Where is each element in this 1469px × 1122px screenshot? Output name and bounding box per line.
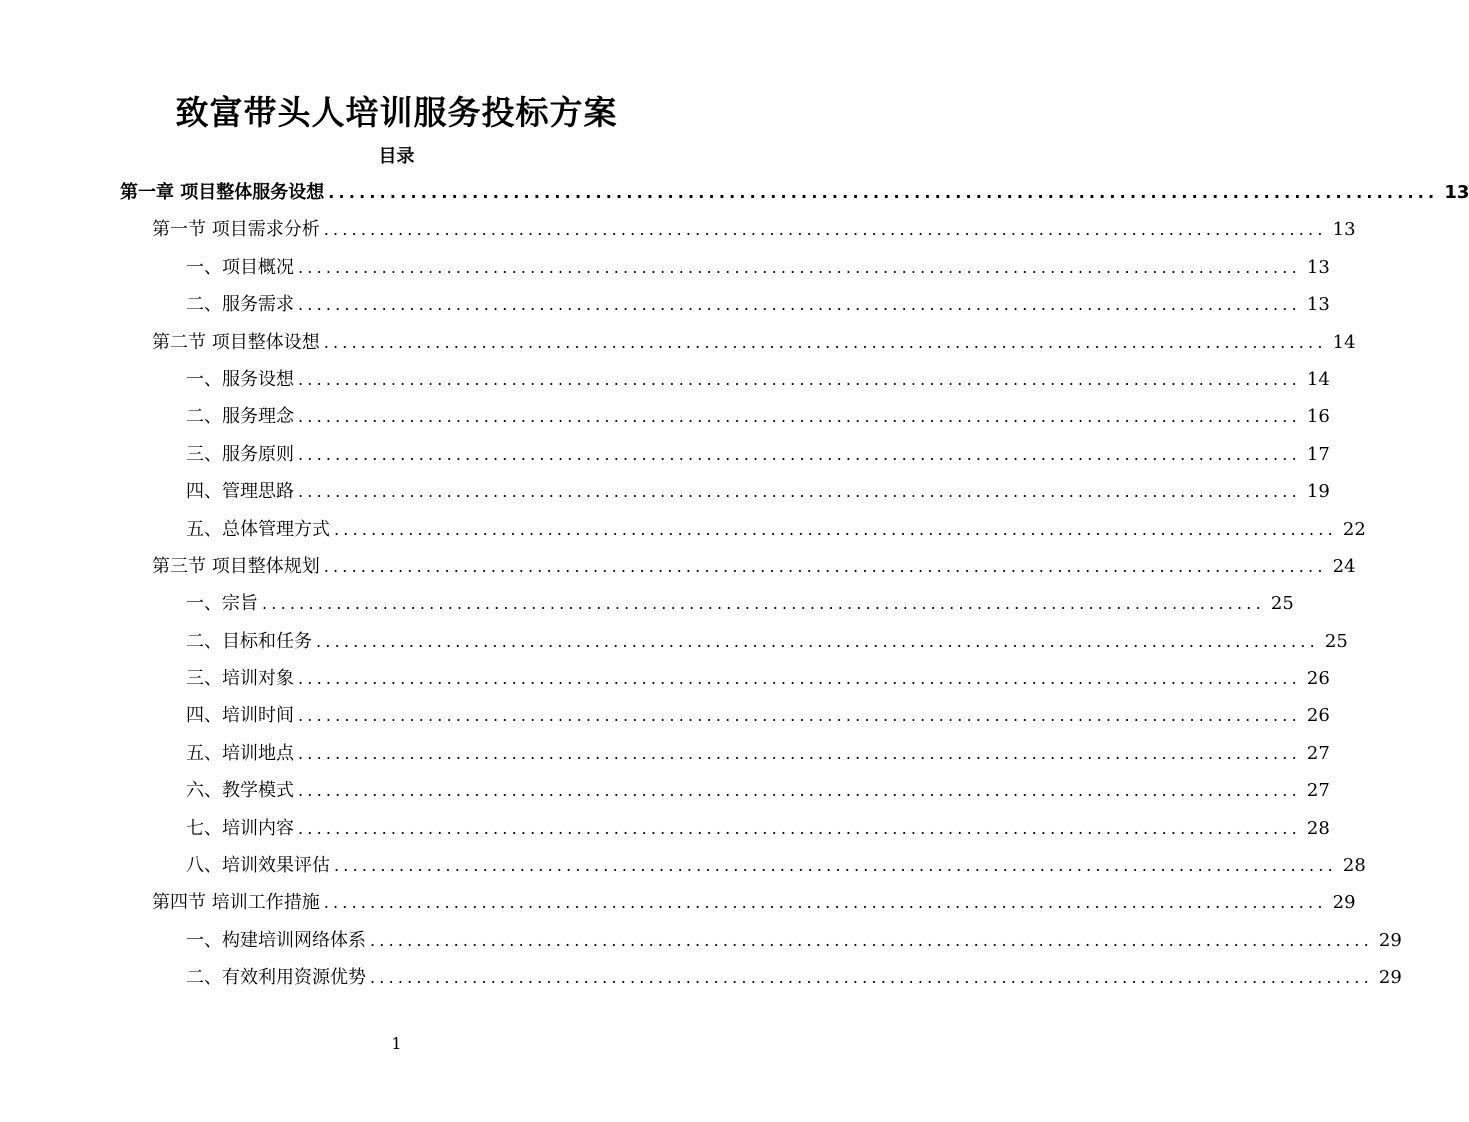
toc-dot-leader: ............................................................................................................ (298, 706, 1301, 726)
toc-entry-label: 一、服务设想 (186, 368, 294, 390)
toc-entry-label: 四、管理思路 (186, 481, 294, 503)
toc-entry-page-number: 13 (1444, 182, 1469, 203)
toc-dot-leader: ............................................................................................................ (298, 818, 1301, 838)
toc-entry-level-3[interactable] (120, 810, 1330, 847)
toc-dot-leader: ............................................................................................................ (323, 220, 1327, 240)
toc-entry-level-3[interactable] (120, 511, 1366, 548)
toc-entry-level-3[interactable] (120, 697, 1330, 734)
toc-dot-leader: ............................................................................................................ (298, 257, 1301, 277)
toc-entry-page-number: 25 (1324, 630, 1348, 652)
toc-dot-leader: ............................................................................................................ (298, 781, 1301, 801)
toc-entry-label: 第四节 培训工作措施 (152, 892, 320, 914)
toc-entry-page-number: 29 (1378, 929, 1402, 951)
toc-entry-label: 第一节 项目需求分析 (152, 219, 320, 241)
toc-entry-page-number: 19 (1306, 481, 1330, 503)
toc-dot-leader: ............................................................................................................ (323, 332, 1327, 352)
toc-entry-level-3[interactable] (120, 585, 1294, 622)
toc-entry-level-2[interactable] (120, 548, 1356, 585)
toc-entry-level-2[interactable] (120, 324, 1356, 361)
toc-entry-label: 二、服务理念 (186, 406, 294, 428)
toc-entry-label: 二、服务需求 (186, 294, 294, 316)
toc-entry-page-number: 26 (1306, 668, 1330, 690)
toc-entry-page-number: 13 (1306, 256, 1330, 278)
toc-dot-leader: ............................................................................................................ (323, 893, 1327, 913)
toc-entry-label: 五、总体管理方式 (186, 518, 330, 540)
toc-entry-level-2[interactable] (120, 884, 1356, 921)
toc-dot-leader: ............................................................................................................ (298, 295, 1301, 315)
toc-entry-label: 二、目标和任务 (186, 630, 312, 652)
toc-entry-page-number: 28 (1306, 817, 1330, 839)
toc-entry-page-number: 17 (1306, 443, 1330, 465)
document-title: 致富带头人培训服务投标方案 (175, 93, 618, 132)
toc-dot-leader: ............................................................................................................ (298, 369, 1301, 389)
toc-entry-page-number: 13 (1332, 219, 1356, 241)
toc-dot-leader: ............................................................................................................ (370, 930, 1373, 950)
toc-dot-leader: ............................................................................................................ (328, 183, 1439, 202)
toc-dot-leader: ............................................................................................................ (298, 743, 1301, 763)
toc-entry-label: 七、培训内容 (186, 817, 294, 839)
toc-entry-label: 第一章 项目整体服务设想 (120, 182, 325, 203)
toc-entry-label: 二、有效利用资源优势 (186, 967, 366, 989)
toc-entry-level-1[interactable] (120, 174, 1469, 211)
toc-entry-page-number: 25 (1270, 593, 1294, 615)
toc-entry-page-number: 14 (1306, 368, 1330, 390)
toc-entry-level-3[interactable] (120, 249, 1330, 286)
toc-entry-level-3[interactable] (120, 286, 1330, 323)
toc-dot-leader: ............................................................................................................ (334, 519, 1337, 539)
toc-entry-label: 第二节 项目整体设想 (152, 331, 320, 353)
toc-entry-page-number: 24 (1332, 555, 1356, 577)
toc-entry-page-number: 29 (1378, 967, 1402, 989)
toc-dot-leader: ............................................................................................................ (316, 631, 1319, 651)
toc-entry-page-number: 29 (1332, 892, 1356, 914)
toc-dot-leader: ............................................................................................................ (298, 444, 1301, 464)
toc-entry-label: 一、项目概况 (186, 256, 294, 278)
toc-entry-level-2[interactable] (120, 211, 1356, 248)
toc-entry-level-3[interactable] (120, 436, 1330, 473)
toc-heading: 目录 (378, 146, 415, 167)
toc-dot-leader: ............................................................................................................ (262, 594, 1265, 614)
toc-entry-page-number: 27 (1306, 742, 1330, 764)
toc-entry-level-3[interactable] (120, 361, 1330, 398)
toc-dot-leader: ............................................................................................................ (370, 968, 1373, 988)
toc-entry-level-3[interactable] (120, 772, 1330, 809)
toc-dot-leader: ............................................................................................................ (298, 669, 1301, 689)
toc-entry-level-3[interactable] (120, 473, 1330, 510)
toc-entry-page-number: 16 (1306, 406, 1330, 428)
toc-entry-level-3[interactable] (120, 398, 1330, 435)
toc-entry-label: 六、教学模式 (186, 780, 294, 802)
toc-dot-leader: ............................................................................................................ (323, 556, 1327, 576)
toc-dot-leader: ............................................................................................................ (334, 856, 1337, 876)
toc-entry-page-number: 26 (1306, 705, 1330, 727)
toc-entry-label: 五、培训地点 (186, 742, 294, 764)
toc-entry-level-3[interactable] (120, 959, 1402, 996)
toc-entry-label: 一、构建培训网络体系 (186, 929, 366, 951)
toc-entry-level-3[interactable] (120, 922, 1402, 959)
toc-entry-level-3[interactable] (120, 660, 1330, 697)
table-of-contents (120, 174, 1469, 997)
toc-entry-label: 三、服务原则 (186, 443, 294, 465)
toc-entry-page-number: 22 (1342, 518, 1366, 540)
toc-entry-label: 第三节 项目整体规划 (152, 555, 320, 577)
toc-entry-level-3[interactable] (120, 735, 1330, 772)
page-footer-number: 1 (391, 1034, 402, 1053)
toc-entry-level-3[interactable] (120, 623, 1348, 660)
toc-entry-level-3[interactable] (120, 847, 1366, 884)
toc-entry-label: 一、宗旨 (186, 593, 258, 615)
toc-entry-label: 八、培训效果评估 (186, 855, 330, 877)
toc-entry-page-number: 13 (1306, 294, 1330, 316)
toc-entry-page-number: 28 (1342, 855, 1366, 877)
toc-entry-label: 四、培训时间 (186, 705, 294, 727)
toc-entry-label: 三、培训对象 (186, 668, 294, 690)
toc-dot-leader: ............................................................................................................ (298, 482, 1301, 502)
toc-dot-leader: ............................................................................................................ (298, 407, 1301, 427)
toc-entry-page-number: 27 (1306, 780, 1330, 802)
toc-entry-page-number: 14 (1332, 331, 1356, 353)
